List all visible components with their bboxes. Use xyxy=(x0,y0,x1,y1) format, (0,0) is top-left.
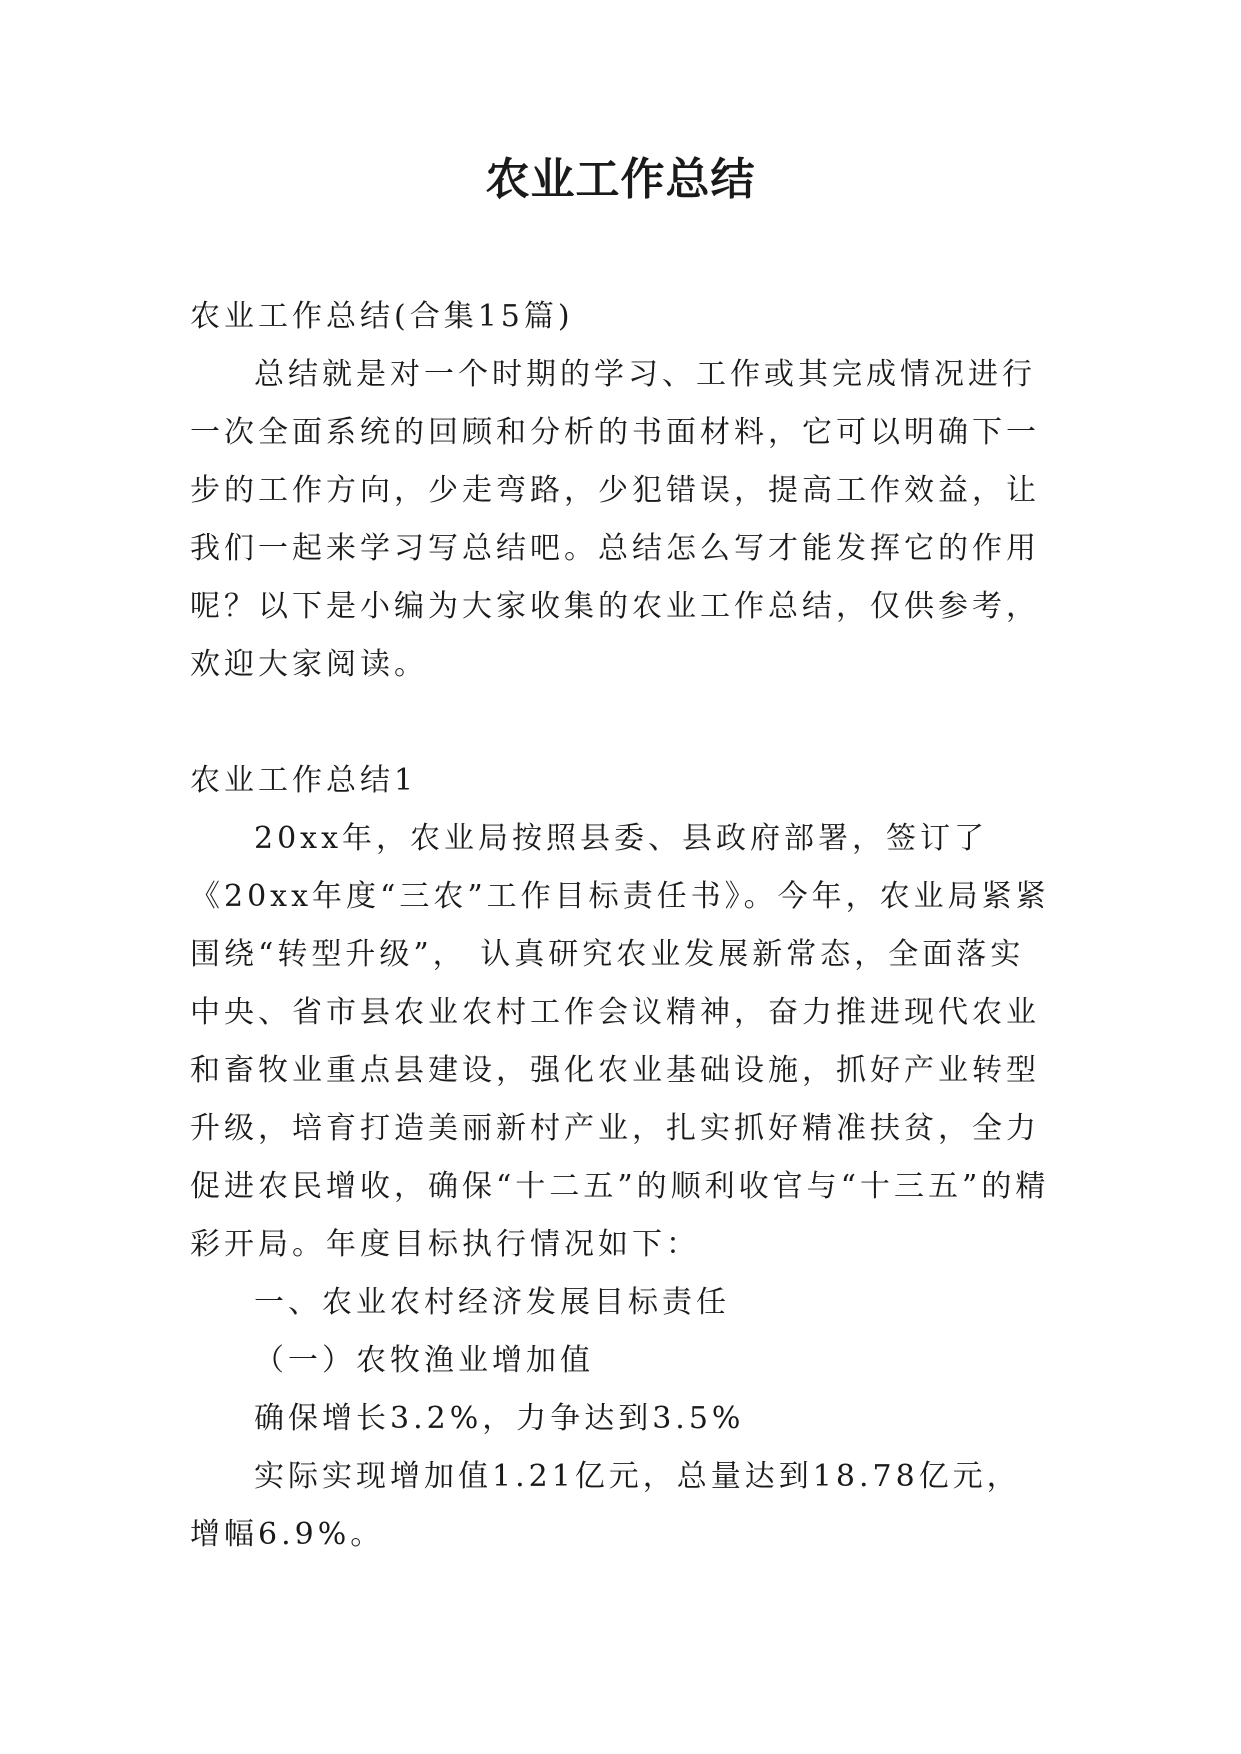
document-body xyxy=(190,288,1052,1564)
result-line: 实际实现增加值1.21亿元，总量达到18.78亿元，增幅6.9%。 xyxy=(190,1459,1021,1552)
section-paragraph: 20xx年，农业局按照县委、县政府部署，签订了《20xx年度“三农”工作目标责任书》。今年，农业局紧紧围绕“转型升级”， 认真研究农业发展新常态，全面落实中央、省市县农业农村工作会议精神，奋力推进现代农业和畜牧业重点县建设，强化农业基础设施，抓好产业转型升级，培育打造美丽新村产业，扎实抓好精准扶贫，全力促进农民增收，确保“十二五”的顺利收官与“十三五”的精彩开局。年度目标执行情况如下： xyxy=(190,821,1050,1262)
document-subtitle: 农业工作总结(合集15篇) xyxy=(190,299,574,334)
heading-level-1: 一、农业农村经济发展目标责任 xyxy=(254,1285,730,1320)
intro-paragraph: 总结就是对一个时期的学习、工作或其完成情况进行一次全面系统的回顾和分析的书面材料，它可以明确下一步的工作方向，少走弯路，少犯错误，提高工作效益，让我们一起来学习写总结吧。总结怎么写才能发挥它的作用呢？以下是小编为大家收集的农业工作总结，仅供参考，欢迎大家阅读。 xyxy=(190,357,1040,682)
section-heading: 农业工作总结1 xyxy=(190,763,418,798)
document-title: 农业工作总结 xyxy=(485,154,756,205)
target-line: 确保增长3.2%，力争达到3.5% xyxy=(254,1401,745,1436)
paragraph-spacer xyxy=(190,694,1052,752)
heading-level-2: （一）农牧渔业增加值 xyxy=(254,1343,594,1378)
